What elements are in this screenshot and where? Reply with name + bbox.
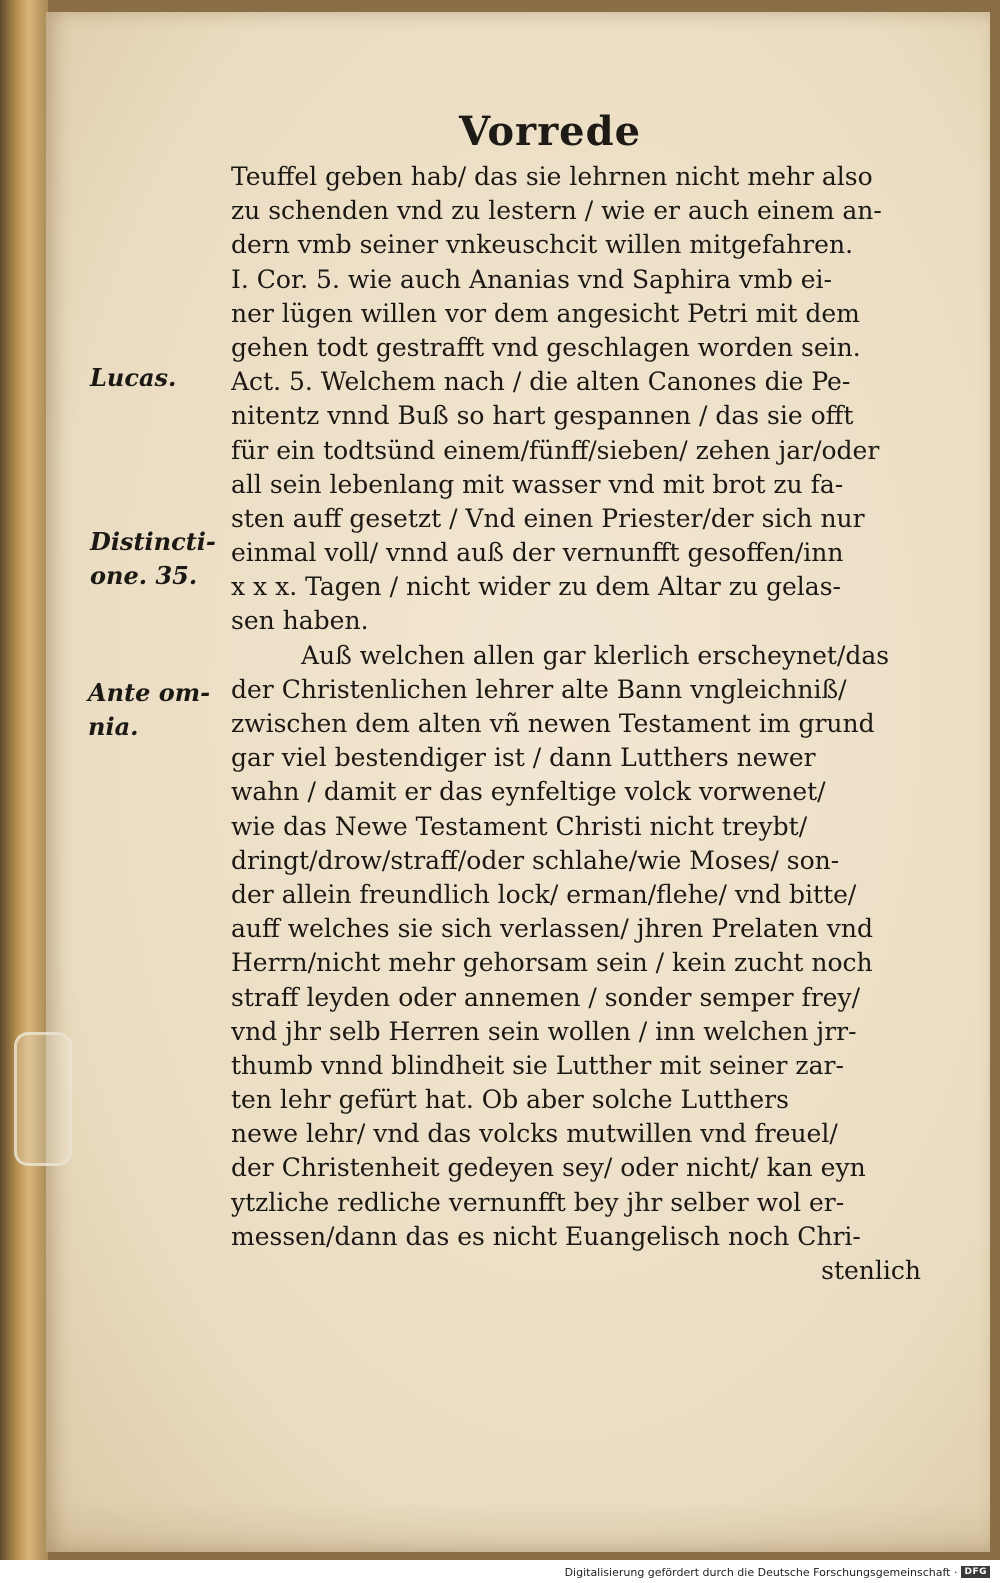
margin-note-line: one. 35.: [90, 561, 198, 590]
text-line: x x x. Tagen / nicht wider zu dem Altar zu gelas‑: [231, 572, 841, 602]
text-line: vnd jhr selb Herren sein wollen / inn welchen jrr‑: [231, 1016, 857, 1046]
margin-note-ante-omnia: [88, 676, 210, 744]
text-line: stenlich: [821, 1256, 921, 1285]
text-line: ten lehr gefürt hat. Ob aber solche Lutthers: [231, 1085, 789, 1115]
text-line: Auß welchen allen gar klerlich erscheynet/das: [301, 640, 890, 670]
text-line: der allein freundlich lock/ erman/flehe/ vnd bitte/: [231, 879, 857, 909]
dfg-logo: DFG: [961, 1566, 990, 1578]
text-line: dringt/drow/straff/oder schlahe/wie Moses/ son‑: [231, 845, 840, 875]
text-line: wahn / damit er das eynfeltige volck vorwenet/: [231, 777, 826, 807]
margin-note-line: Distincti‑: [90, 527, 216, 556]
credit-text: Digitalisierung gefördert durch die Deutsche Forschungsgemeinschaft ·: [564, 1565, 958, 1579]
text-line: gehen todt gestrafft vnd geschlagen worden sein.: [231, 332, 861, 362]
margin-note-line: Ante om‑: [88, 678, 211, 707]
main-text-block: [231, 160, 931, 1288]
text-line: zwischen dem alten vñ newen Testament im grund: [231, 709, 875, 738]
margin-note-distinctione: [90, 525, 216, 593]
page-edge-shadow: [46, 1500, 990, 1552]
text-line: auff welches sie sich verlassen/ jhren Prelaten vnd: [231, 914, 873, 944]
text-line: der Christenlichen lehrer alte Bann vngleichniß/: [231, 674, 847, 704]
text-line: ytzliche redliche vernunfft bey jhr selber wol er‑: [231, 1187, 845, 1217]
margin-note-lucas: [90, 361, 176, 395]
text-line: wie das Newe Testament Christi nicht treybt/: [231, 811, 808, 841]
text-line: straff leyden oder annemen / sonder semper frey/: [231, 982, 861, 1012]
text-line: einmal voll/ vnnd auß der vernunfft gesoffen/inn: [231, 538, 844, 568]
text-line: Act. 5. Welchem nach / die alten Canones die Pe‑: [231, 367, 851, 397]
text-line: für ein todtsünd einem/fünff/sieben/ zehen jar/oder: [231, 435, 880, 465]
text-line: I. Cor. 5. wie auch Ananias vnd Saphira vmb ei‑: [231, 264, 833, 294]
text-line: der Christenheit gedeyen sey/ oder nicht/ kan eyn: [231, 1153, 866, 1183]
text-line: sen haben.: [231, 606, 369, 636]
text-line: zu schenden vnd zu lestern / wie er auch einem an‑: [231, 196, 882, 226]
book-clasp: [14, 1032, 72, 1166]
text-line: dern vmb seiner vnkeuschcit willen mitgefahren.: [231, 230, 854, 260]
digitization-credit: [565, 1562, 990, 1582]
margin-note-line: nia.: [88, 712, 139, 741]
text-line: sten auff gesetzt / Vnd einen Priester/der sich nur: [231, 503, 865, 533]
running-head: Vorrede: [458, 108, 642, 155]
book-binding: [0, 0, 48, 1560]
text-line: Herrn/nicht mehr gehorsam sein / kein zucht noch: [231, 948, 873, 978]
text-line: all sein lebenlang mit wasser vnd mit brot zu fa‑: [231, 469, 844, 499]
text-line: nitentz vnnd Buß so hart gespannen / das sie offt: [231, 401, 854, 431]
text-line: ner lügen willen vor dem angesicht Petri mit dem: [231, 298, 860, 328]
text-line: Teuffel geben hab/ das sie lehrnen nicht mehr also: [231, 162, 873, 191]
margin-note-line: Lucas.: [90, 363, 177, 392]
text-line: gar viel bestendiger ist / dann Lutthers newer: [231, 743, 816, 773]
text-line: messen/dann das es nicht Euangelisch noch Chri‑: [231, 1221, 861, 1251]
text-line: newe lehr/ vnd das volcks mutwillen vnd freuel/: [231, 1119, 838, 1149]
text-line: thumb vnnd blindheit sie Lutther mit seiner zar‑: [231, 1050, 844, 1080]
